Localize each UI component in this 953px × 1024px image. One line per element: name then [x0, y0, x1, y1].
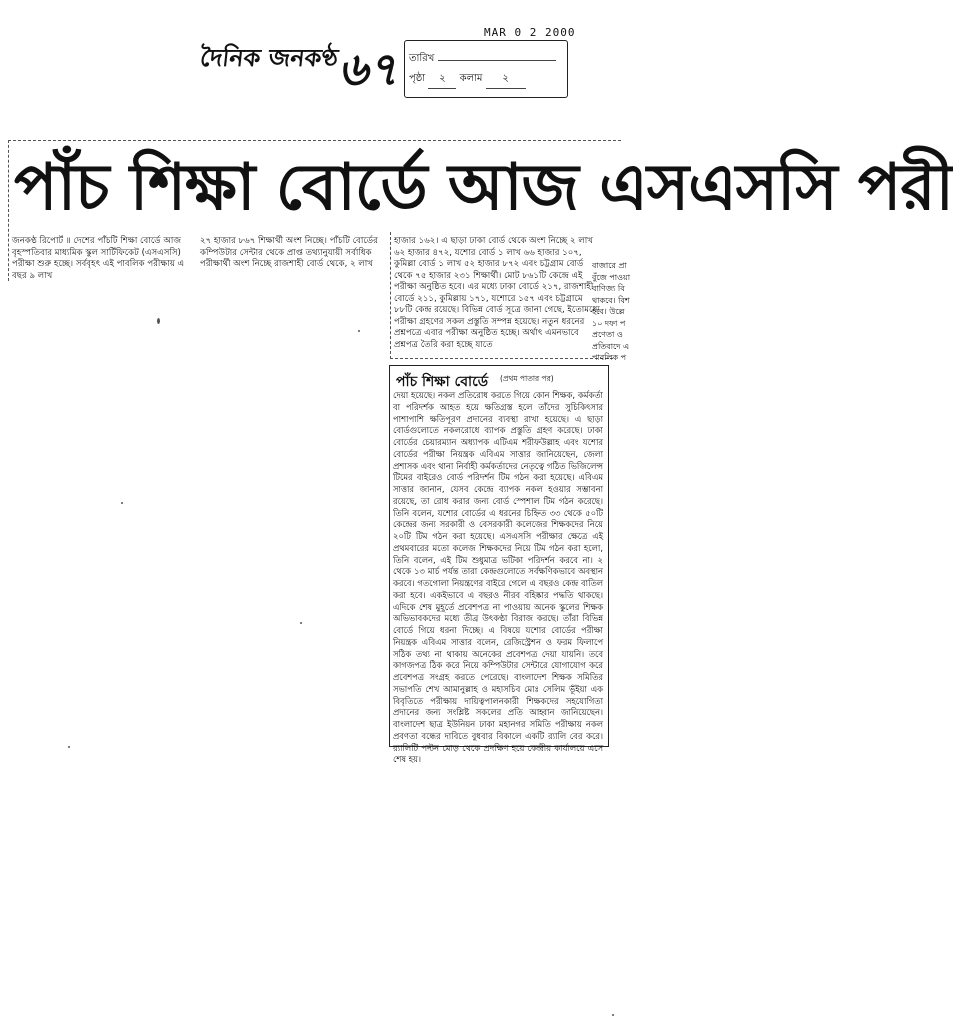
- scan-speck: [300, 622, 302, 624]
- date-stamp: MAR 0 2 2000: [484, 26, 576, 39]
- article-column-2: ২৭ হাজার ৮৬৭ শিক্ষার্থী অংশ নিচ্ছে। পাঁচটি বোর্ডের কম্পিউটার সেন্টার থেকে প্রাপ্ত তথ্যানুযায়ী সর্বাধিক পরীক্ষার্থী অংশ নিচ্ছে রাজশাহী বোর্ড থেকে, ২ লাখ: [200, 236, 378, 269]
- page-number-handwritten: ৬৭: [338, 42, 398, 96]
- continuation-body: দেয়া হয়েছে। নকল প্রতিরোধ করতে গিয়ে কোন শিক্ষক, কর্মকর্তা বা পরিদর্শক আহত হয়ে ক্ষতিগ্রস্ত হলে তাঁদের সুচিকিৎসার পাশাপাশি ক্ষতিপূরণ প্রদানের ব্যবস্থা রাখা হয়েছে। এ ছাড়া বোর্ডগুলোতে নকলরোধে ব্যাপক প্রস্তুতি গ্রহণ করেছে। ঢাকা বোর্ডের চেয়ারম্যান অধ্যাপক এটিএম শরীফউল্লাহ এবং যশোর বোর্ডের পরীক্ষা নিয়ন্ত্রক এবিএম সাত্তার জানিয়েছেন, জেলা প্রশাসক এবং থানা নির্বাহী কর্মকর্তাদের নেতৃত্বে গঠিত ভিজিলেন্স টিমের বাইরেও বোর্ড পরিদর্শন টিম গঠন করা হয়েছে। এবিএম সাত্তার জানান, যেসব কেন্দ্রে ব্যাপক নকল হওয়ার সম্ভাবনা রয়েছে, তা রোধ করার জন্য বোর্ড স্পেশাল টিম গঠন করেছে। তিনি বলেন, যশোর বোর্ডের এ ধরনের চিহ্নিত ৩৩ থেকে ৫০টি কেন্দ্রের জন্য সরকারী ও বেসরকারী কলেজের শিক্ষকদের নিয়ে ২০টি টিম গঠন করা হয়েছে। এসএসসি পরীক্ষার ক্ষেত্রে এই প্রথমবারের মতো কলেজ শিক্ষকদের নিয়ে টিম গঠন করা হলো, তিনি বলেন, এই টিম শুধুমাত্র ভটিকা পরিদর্শন করবে না। ২ থেকে ১৩ মার্চ পর্যন্ত তারা কেন্দ্রগুলোতে সর্বক্ষণিকভাবে অবস্থান করবে। গতগোলা নিয়ন্ত্রণের বাইরে গেলে এ বছরও কেন্দ্র বাতিল করা হবে। একইভাবে এ বছরও নীরব বহিষ্কার পদ্ধতি থাকছে। এদিকে শেষ মুহূর্তে প্রবেশপত্র না পাওয়ায় অনেক স্কুলের শিক্ষক অভিভাবকদের মধ্যে তীব্র উৎকণ্ঠা বিরাজ করছে। তাঁরা বিভিন্ন বোর্ডে গিয়ে ধরনা দিচ্ছে। এ বিষয়ে যশোর বোর্ডের পরীক্ষা নিয়ন্ত্রক এবিএম সাত্তার বলেন, রেজিস্ট্রেশন ও ফরম ফিলাপে সঠিক তথ্য না থাকায় অনেকের প্রবেশপত্র দেয়া যায়নি। তবে কাগজপত্র ঠিক করে নিয়ে কম্পিউটার সেন্টারে যোগাযোগ করে প্রবেশপত্র সংগ্রহ করতে পেরেছে। বাংলাদেশ শিক্ষক সমিতির সভাপতি শেখ আমানুল্লাহ ও মহাসচিব মোঃ সেলিম ভূঁইয়া এক বিবৃতিতে পরীক্ষায় দায়িত্বপালনকারী শিক্ষকদের সহযোগিতা প্রদানের জন্য সংশ্লিষ্ট সকলের প্রতি আহ্বান জানিয়েছেন। বাংলাদেশ ছাত্র ইউনিয়ন ঢাকা মহানগর সমিতি পরীক্ষায় নকল প্রবণতা বন্ধের দাবিতে বুধবার বিকালে একটি র‌্যালি বের করে। র‌্যালিটি পল্টন মোড় থেকে প্রদক্ষিণ হয়ে কেন্দ্রীয় কার্যালয়ে এসে শেষ হয়।: [393, 390, 603, 765]
- stamp-date-label: তারিখ: [409, 53, 435, 64]
- scan-speck: [358, 330, 360, 332]
- clipping-stamp-box: [404, 40, 568, 98]
- stamp-page-column-row: [409, 71, 526, 89]
- stamp-page-value: ২: [428, 71, 456, 89]
- stamp-column-label: কলাম: [459, 73, 483, 84]
- continuation-heading: পাঁচ শিক্ষা বোর্ডে: [396, 374, 489, 390]
- article-column-3: হাজার ১৬২। এ ছাড়া ঢাকা বোর্ড থেকে অংশ নিচ্ছে ২ লাখ ৬২ হাজার ৪৭২, যশোর বোর্ড ১ লাখ ৬৬ হাজার ১০৭, কুমিল্লা বোর্ড ১ লাখ ৫২ হাজার ৮৭২ এবং চট্টগ্রাম বোর্ড থেকে ৭৫ হাজার ২৩১ শিক্ষার্থী। মোট ৮৬১টি কেন্দ্রে এই পরীক্ষা অনুষ্ঠিত হবে। এর মধ্যে ঢাকা বোর্ডে ২১৭, রাজশাহী বোর্ডে ২১১, কুমিল্লায় ১৭১, যশোরে ১৫৭ এবং চট্টগ্রামে ৮৮টি কেন্দ্র রয়েছে। বিভিন্ন বোর্ড সূত্রে জানা গেছে, ইতোমধ্যে পরীক্ষা গ্রহণের সকল প্রস্তুতি সম্পন্ন হয়েছে। নতুন ধরনের প্রশ্নপত্রে এবার পরীক্ষা অনুষ্ঠিত হচ্ছে। অর্থাৎ এমনভাবে প্রশ্নপত্র তৈরি করা হচ্ছে যাতে: [394, 236, 600, 350]
- scan-speck: [121, 502, 123, 504]
- continuation-note: (প্রথম পাতার পর): [500, 374, 554, 383]
- article-column-1: জনকণ্ঠ রিপোর্ট ॥ দেশের পাঁচটি শিক্ষা বোর্ডে আজ বৃহস্পতিবার মাধ্যমিক স্কুল সার্টিফিকেট (এসএসসি) পরীক্ষা শুরু হচ্ছে। সর্ববৃহৎ এই পাবলিক পরীক্ষায় এ বছর ৯ লাখ: [12, 236, 185, 281]
- article-column-4-cut: বাজারে প্রা বুঁজে পাওয়া বাণিজ্য বি থাকবে। বিশ হবে। উল্লে ১০ দফা প প্রণেতা ও প্রতিবাদে এ পাবলিক প: [592, 261, 631, 362]
- scan-speck: [612, 1014, 614, 1016]
- stamp-column-value: ২: [486, 71, 526, 89]
- scan-speck: [157, 318, 160, 324]
- stamp-date-row: [409, 51, 556, 68]
- scan-speck: [68, 746, 70, 748]
- newspaper-name: দৈনিক জনকণ্ঠ: [198, 43, 340, 72]
- stamp-page-label: পৃষ্ঠা: [409, 73, 426, 84]
- article-headline: পাঁচ শিক্ষা বোর্ডে আজ এসএসসি পরী: [14, 151, 953, 225]
